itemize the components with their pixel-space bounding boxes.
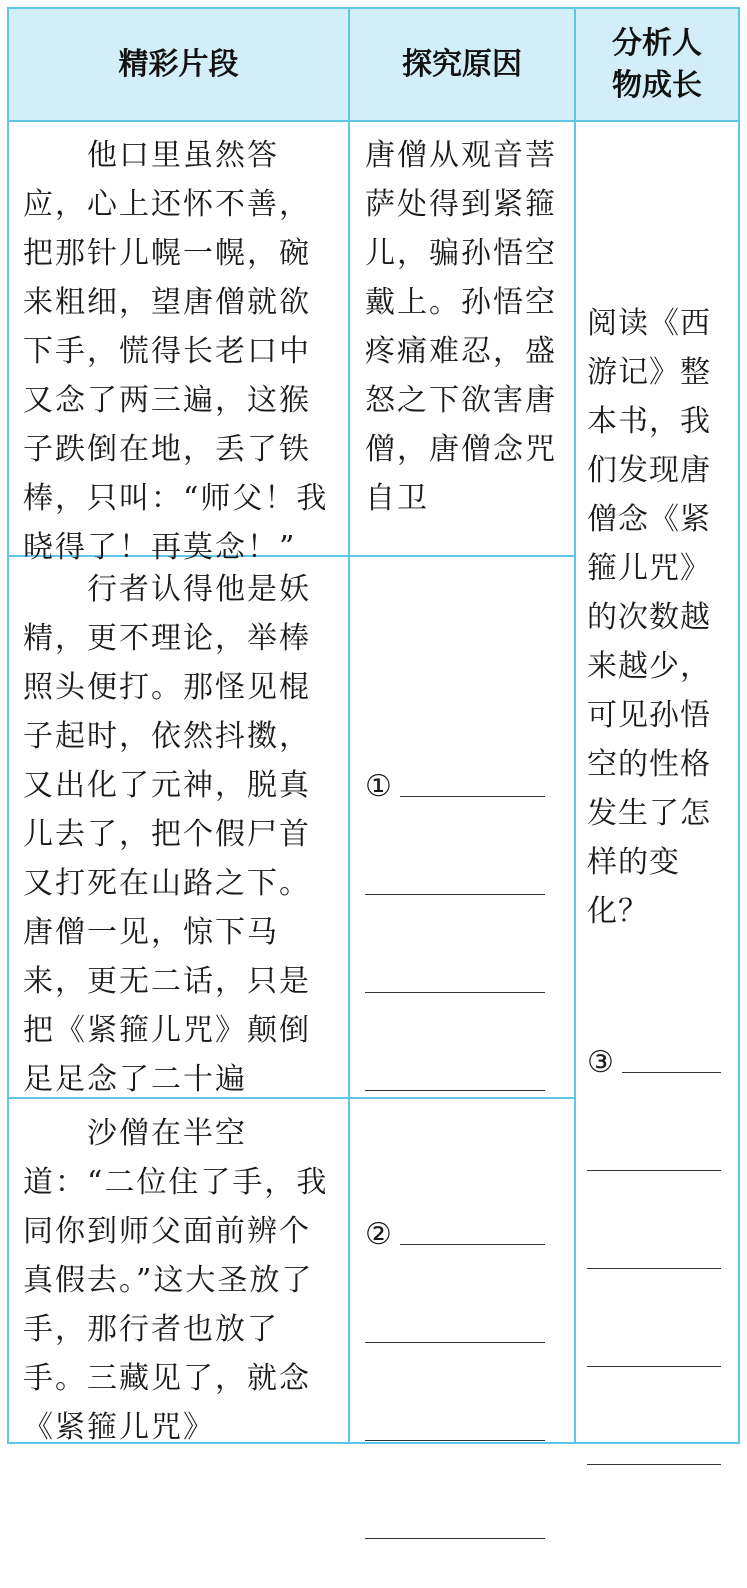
blank-marker-2-label: ② (365, 1217, 394, 1252)
answer-blank-1[interactable] (365, 713, 545, 1140)
passage-1: 他口里虽然答应，心上还怀不善，把那针儿幌一幌，碗来粗细，望唐僧就欲下手，慌得长老口中又念了两三遍，这猴子跌倒在地，丢了铁棒，只叫：“师父！我晓得了！再莫念！” (23, 138, 329, 565)
header-excerpt (9, 9, 348, 120)
header-analysis-line2: 物成长 (612, 67, 702, 103)
passage-3: 沙僧在半空道：“二位住了手，我同你到师父面前辨个真假去。”这大圣放了手，那行者也放了手。三藏见了，就念《紧箍儿咒》 (23, 1116, 329, 1445)
blank-marker-1: ① (365, 769, 394, 804)
answer-blank-2[interactable] (365, 1161, 545, 1588)
passage-2: 行者认得他是妖精，更不理论，举棒照头便打。那怪见棍子起时，依然抖擞，又出化了元神，脱真儿去了，把个假尸首又打死在山路之下。唐僧一见，惊下马来，更无二话，只是把《紧箍儿咒》颠倒足足念了二十遍 (23, 572, 311, 1097)
reading-table (7, 7, 740, 1444)
analysis-question: 阅读《西游记》整本书，我们发现唐僧念《紧箍儿咒》的次数越来越少，可见孙悟空的性格发生了怎样的变化？ (587, 306, 711, 929)
reason-1: 唐僧从观音菩萨处得到紧箍儿，骗孙悟空戴上。孙悟空疼痛难忍，盛怒之下欲害唐僧，唐僧念咒自卫 (365, 138, 557, 516)
column-divider-1 (348, 9, 350, 1442)
header-analysis-line1: 分析人 (612, 25, 702, 61)
header-reason (350, 9, 574, 120)
answer-blank-3[interactable] (587, 989, 721, 1514)
blank-marker-3: ③ (587, 1045, 616, 1080)
header-reason-label: 探究原因 (402, 46, 522, 82)
header-excerpt-label: 精彩片段 (118, 46, 239, 82)
header-analysis (576, 9, 738, 120)
column-divider-2 (574, 9, 576, 1442)
